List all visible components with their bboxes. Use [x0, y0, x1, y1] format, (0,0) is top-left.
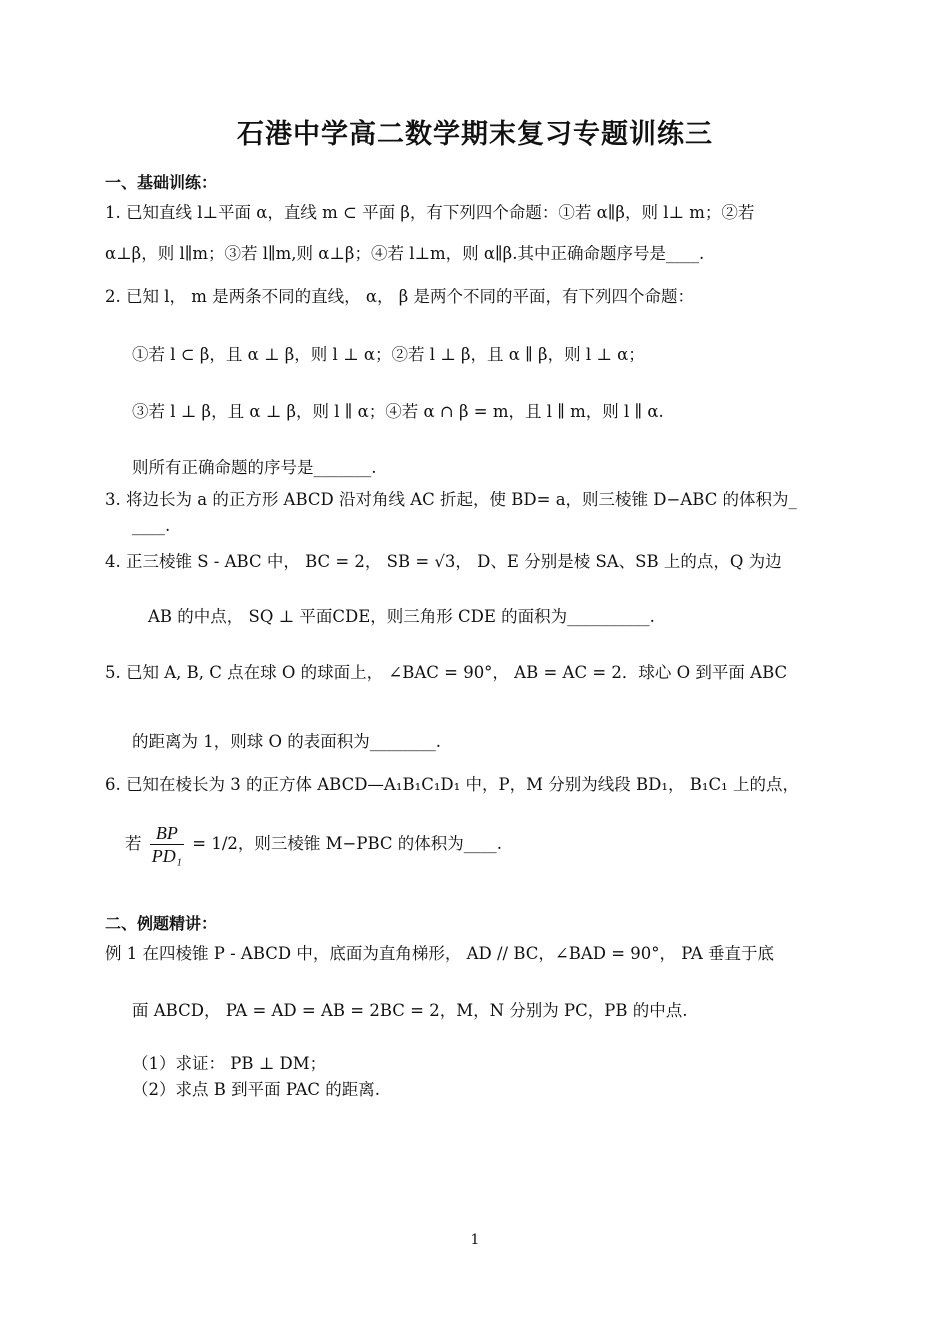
q1-line-1: 1. 已知直线 l⊥平面 α，直线 m ⊂ 平面 β，有下列四个命题：①若 α∥β，则 l⊥ m；②若: [105, 203, 755, 222]
q3-line-1: 3. 将边长为 a 的正方形 ABCD 沿对角线 AC 折起，使 BD= a，则三棱锥 D−ABC 的体积为_: [105, 490, 797, 509]
q2-line-2: ①若 l ⊂ β，且 α ⊥ β，则 l ⊥ α；②若 l ⊥ β，且 α ∥ β，则 l ⊥ α；: [132, 345, 645, 364]
ex1-line-2: 面 ABCD， PA = AD = AB = 2BC = 2，M，N 分别为 PC，PB 的中点.: [132, 1001, 688, 1020]
ex1-line-1: 例 1 在四棱锥 P - ABCD 中，底面为直角梯形， AD // BC，∠BAD = 90°， PA 垂直于底: [105, 944, 775, 963]
page-number: 1: [470, 1232, 480, 1248]
q3-line-2: ____.: [132, 516, 171, 535]
page-title: 石港中学高二数学期末复习专题训练三: [237, 119, 713, 150]
section-heading-examples: 二、例题精讲：: [105, 914, 218, 933]
section-heading-basic: 一、基础训练：: [105, 173, 218, 192]
q2-line-4: 则所有正确命题的序号是_______.: [132, 458, 377, 477]
q6-fraction-numerator: BP: [150, 822, 184, 845]
q2-line-3: ③若 l ⊥ β，且 α ⊥ β，则 l ∥ α；④若 α ∩ β = m，且 l ∥ m，则 l ∥ α.: [132, 402, 664, 421]
q5-line-2: 的距离为 1，则球 O 的表面积为________.: [132, 732, 442, 751]
q4-line-2: AB 的中点， SQ ⊥ 平面CDE，则三角形 CDE 的面积为__________.: [148, 607, 655, 626]
q6-line-2: [125, 822, 502, 867]
q2-line-1: 2. 已知 l， m 是两条不同的直线， α， β 是两个不同的平面，有下列四个命题：: [105, 287, 695, 306]
q5-line-1: 5. 已知 A, B, C 点在球 O 的球面上， ∠BAC = 90°， AB = AC = 2．球心 O 到平面 ABC: [105, 663, 788, 682]
q4-line-1: 4. 正三棱锥 S - ABC 中， BC = 2， SB = √3， D、E 分别是棱 SA、SB 上的点，Q 为边: [105, 552, 782, 571]
q6-suffix: = 1/2，则三棱锥 M−PBC 的体积为____.: [192, 834, 503, 853]
q6-fraction: [150, 822, 184, 867]
ex1-line-4: （2）求点 B 到平面 PAC 的距离.: [132, 1080, 380, 1099]
ex1-line-3: （1）求证： PB ⊥ DM；: [132, 1054, 327, 1073]
q6-prefix: 若: [125, 834, 142, 853]
q6-line-1: 6. 已知在棱长为 3 的正方体 ABCD—A₁B₁C₁D₁ 中，P，M 分别为线段 BD₁， B₁C₁ 上的点，: [105, 775, 799, 794]
q6-fraction-denominator: PD₁: [151, 846, 183, 866]
q1-line-2: α⊥β，则 l∥m；③若 l∥m,则 α⊥β；④若 l⊥m，则 α∥β.其中正确命题序号是____.: [105, 244, 705, 263]
